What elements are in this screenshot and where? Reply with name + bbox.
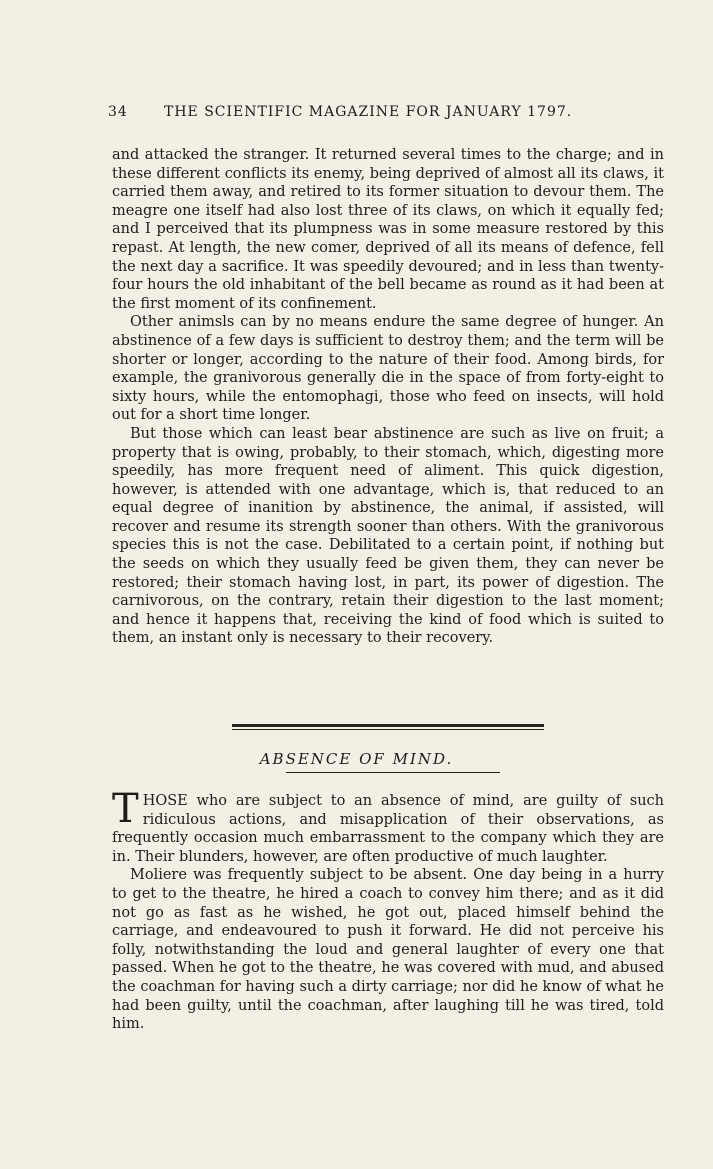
section-divider [232,724,544,732]
paragraph: and attacked the stranger. It returned several times to the charge; and in these different conflicts its enemy, being deprived of almost all its claws, it carried them away, and retired to its former situation to devour them. The meagre one itself had also lost three of its claws, on which it equally fed; and I perceived that its plumpness was in some measure restored by this repast. At length, the new comer, deprived of all its means of defence, fell the next day a sacrifice. It was speedily devoured; and in less than twenty-four hours the old inhabitant of the bell became as round as it had been at the first moment of its confinement. [112,147,664,312]
first-paragraph [112,786,664,866]
drop-cap: T [112,786,139,832]
running-head: THE SCIENTIFIC MAGAZINE FOR JANUARY 1797. [164,104,573,120]
paragraph: Other animsls can by no means endure the same degree of hunger. An abstinence of a few days is sufficient to destroy them; and the term will be shorter or longer, according to the nature of their food. Among birds, for example, the granivorous generally die in the space of from forty-eight to sixty hours, while the entomophagi, those who feed on insects, will hold out for a short time longer. [112,314,664,424]
article-continuation [112,146,664,648]
paragraph: Moliere was frequently subject to be absent. One day being in a hurry to get to the theatre, he hired a coach to convey him there; and as it did not go as fast as he wished, he got out, placed himself behind the carriage, and endeavoured to push it forward. He did not perceive his folly, notwithstanding the loud and general laughter of every one that passed. When he got to the theatre, he was covered with mud, and abused the coachman for having such a dirty carriage; nor did he know of what he had been guilty, until the coachman, after laughing till he was tired, told him. [112,867,664,1033]
article-absence-of-mind [112,786,664,1034]
section-title: ABSENCE OF MIND. [259,750,454,768]
first-paragraph-text: HOSE who are subject to an absence of mind, are guilty of such ridiculous actions, and misapplication of their observations, as frequently occasion much embarrassment to the company which they are in. Their blunders, however, are often productive of much laughter. [112,793,664,865]
paragraph: But those which can least bear abstinence are such as live on fruit; a property that is owing, probably, to their stomach, which, digesting more speedily, has more frequent need of aliment. This quick digestion, however, is attended with one advantage, which is, that reduced to an equal degree of inanition by abstinence, the animal, if assisted, will recover and resume its strength sooner than others. With the granivorous species this is not the case. Debilitated to a certain point, if nothing but the seeds on which they usually feed be given them, they can never be restored; their stomach having lost, in part, its power of digestion. The carnivorous, on the contrary, retain their digestion to the last moment; and hence it happens that, receiving the kind of food which is suited to them, an instant only is necessary to their recovery. [112,425,664,647]
title-underline [286,772,500,773]
page-number: 34 [108,104,128,120]
divider-thick-line [232,724,544,727]
divider-thin-line [232,729,544,730]
